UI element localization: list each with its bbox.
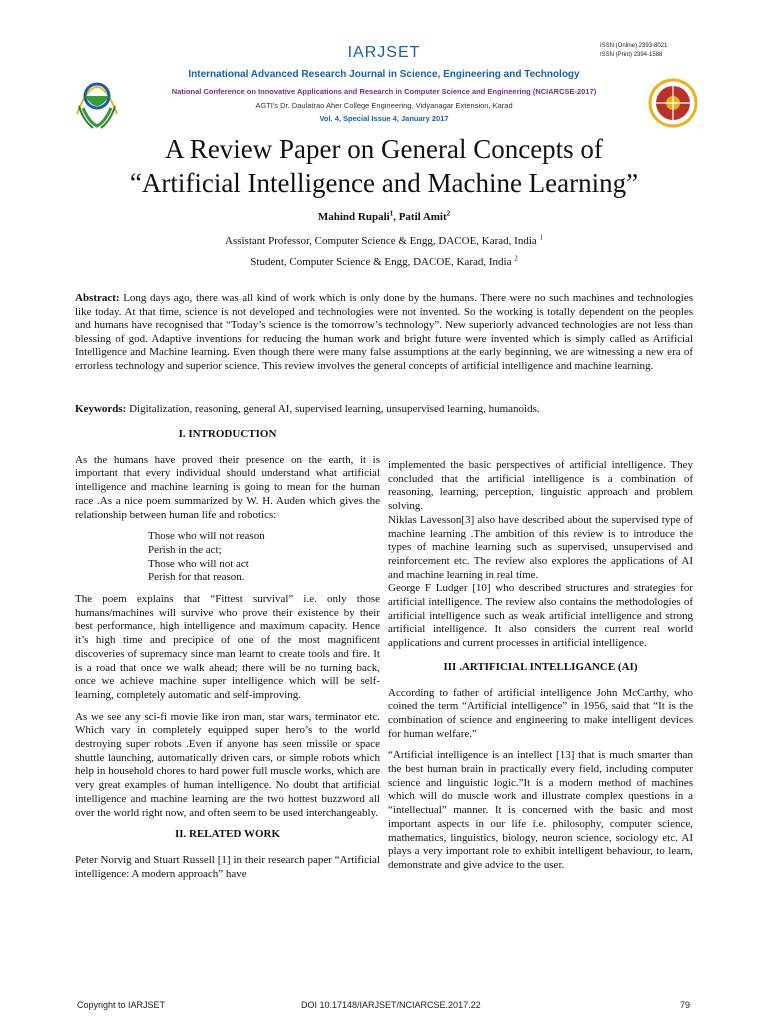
related-work-paragraph-1: Peter Norvig and Stuart Russell [1] in their research paper “Artificial intelligence: A modern approach” have: [75, 853, 380, 880]
left-column: [75, 428, 380, 889]
right-column: [388, 459, 693, 881]
volume-info: Vol. 4, Special Issue 4, January 2017: [319, 114, 449, 123]
author-2: Patil Amit: [398, 211, 447, 223]
related-work-paragraph-4: George F Ludger [10] who described structures and strategies for artificial intelligence. The review also contains the methodologies of artificial intelligence such as weak artificial intelligence and strong artificial intelligence. It also considers the current real world applications and current processes in artificial intelligence.: [388, 582, 693, 650]
keywords: [75, 402, 693, 416]
paper-title-line1: A Review Paper on General Concepts of: [165, 134, 603, 164]
ai-heading: III .ARTIFICIAL INTELLIGANCE (AI): [443, 660, 638, 673]
abstract: [75, 292, 693, 373]
keywords-label: Keywords:: [75, 403, 127, 415]
keywords-text: Digitalization, reasoning, general AI, supervised learning, unsupervised learning, humanoids.: [126, 403, 540, 415]
poem-line: Those who will not reason: [148, 530, 265, 543]
affiliation-1-text: Assistant Professor, Computer Science & Engg, DACOE, Karad, India: [224, 235, 537, 247]
copyright-text: Copyright to IARJSET: [77, 1000, 166, 1010]
author-1: Mahind Rupali: [317, 211, 390, 223]
affiliation-1-sup: 1: [539, 233, 544, 242]
paper-title: [0, 132, 768, 200]
journal-short-name: IARJSET: [347, 44, 421, 61]
related-work-paragraph-2: implemented the basic perspectives of artificial intelligence. They concluded that the artificial intelligence is a combination of reasoning, learning, perception, linguistic approach and problem solving.: [388, 459, 693, 513]
author-list: [0, 211, 768, 223]
page-number: 79: [680, 1000, 691, 1010]
abstract-text: Long days ago, there was all kind of work which is only done by the humans. There were no such machines and technologies like today. At that time, science is not developed and technologies were not invented. So the working is totally dependent on the peoples and humans have recognised that “Today’s science is the tomorrow’s technology”. New superiorly advanced technologies are not less than blessing of god. Adaptive inventions for reducing the human work and bright future were invented which is simply called as Artificial Intelligence and Machine learning. Even though there were many false assumptions at the early beginning, we are witnessing a new era of errorless technology and superior science. This review involves the general concepts of artificial intelligence and machine learning.: [75, 292, 693, 372]
issn-online: ISSN (Online) 2393-8021: [600, 43, 668, 49]
intro-paragraph-1: As the humans have proved their presence on the earth, it is important that every individual should understand what artificial intelligence and machine learning is going to mean for the human race .As a nice poem summarized by W. H. Auden which gives the relationship between human life and robotics:: [75, 453, 380, 521]
paper-title-line2: “Artificial Intelligence and Machine Learning”: [129, 168, 639, 198]
author-separator: ,: [393, 211, 399, 223]
related-work-paragraph-3: Niklas Lavesson[3] also have described about the supervised type of machine learning .The ambition of this review is to introduce the types of machine learning such as supervised, unsupervised and reinforcement etc. The review also explores the applications of AI and machine learning in real time.: [388, 513, 693, 581]
ai-paragraph-2: “Artificial intelligence is an intellect [13] that is much smarter than the best human brain in practically every field, including computer science and linguistic logic.”It is a modern method of machines which will do muscle work and illustrate complex questions in a “intellectual” manner. It is concerned with the basic and most important aspects in our life i.e. philosophy, computer science, mathematics, linguistics, biology, neuron science, sociology etc. AI plays a very important role to exhibit intelligent behaviour, to learn, demonstrate and give advice to the user.: [388, 749, 693, 871]
poem-line: Perish for that reason.: [148, 571, 245, 584]
poem-line: Perish in the act;: [148, 543, 222, 556]
author-1-sup: 1: [389, 209, 394, 218]
introduction-heading: I. INTRODUCTION: [178, 428, 277, 440]
related-work-heading: II. RELATED WORK: [174, 828, 281, 841]
ai-paragraph-1: According to father of artificial intelligence John McCarthy, who coined the term “Artificial intelligence” in 1956, said that “It is the combination of science and engineering to make intelligent devices for human welfare.”: [388, 686, 693, 740]
affiliation-2-text: Student, Computer Science & Engg, DACOE, Karad, India: [250, 256, 512, 268]
intro-paragraph-3: As we see any sci-fi movie like iron man, star wars, terminator etc. Which vary in completely equipped super hero’s to the world destroying super robots .Even if anyone has seen missile or space shuttle launching, automatically driven cars, or simple robots which help in household chores to hard power full muscle works, which are very great examples of human intelligence. No doubt that artificial intelligence and machine learning are the two hottest buzzword all over the world right now, and often seem to be used interchangeably.: [75, 710, 380, 819]
poem: [148, 530, 380, 585]
author-2-sup: 2: [446, 209, 451, 218]
journal-full-name: International Advanced Research Journal in Science, Engineering and Technology: [188, 69, 580, 80]
intro-paragraph-2: The poem explains that “Fittest survival” i.e. only those humans/machines will survive who prove their existence by their best performance, high intelligence and maximum capacity. Hence it’s high time and precipice of one of the most magnificent discoveries of supremacy since man learnt to create tools and fire. It is a road that once we walk ahead; there will be no turning back, once we achieve machine super intelligence which will be self-learning, completely automatic and self-improving.: [75, 593, 380, 701]
affiliation-2-sup: 2: [514, 254, 518, 263]
affiliation-1: [0, 235, 768, 247]
conference-name: National Conference on Innovative Applications and Research in Computer Science and Engineering (NCIARCSE-2017): [171, 87, 597, 96]
poem-line: Those who will not act: [148, 557, 249, 570]
doi-text: DOI 10.17148/IARJSET/NCIARCSE.2017.22: [301, 1000, 481, 1010]
abstract-label: Abstract:: [75, 292, 120, 304]
affiliation-2: [0, 256, 768, 268]
issn-print: ISSN (Print) 2394-1588: [600, 52, 663, 58]
college-name: AGTI's Dr. Daulatrao Aher College Engineering, Vidyanagar Extension, Karad: [255, 101, 513, 110]
